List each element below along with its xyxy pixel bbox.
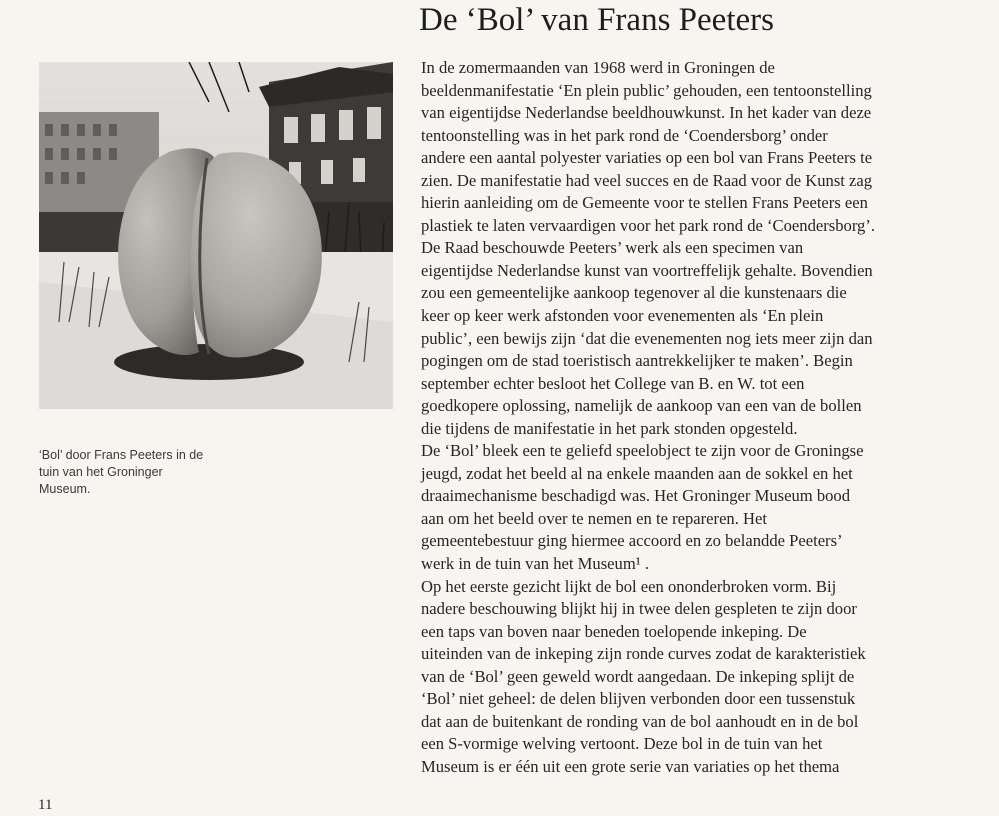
body-line: dat aan de buitenkant de ronding van de bol aanhoudt en in de bol [421, 711, 859, 731]
body-line: Museum is er één uit een grote serie van variaties op het thema [421, 756, 840, 776]
body-line: goedkopere oplossing, namelijk de aankoop van een van de bollen [421, 396, 862, 416]
body-line: september echter besloot het College van B. en W. tot een [421, 373, 805, 393]
body-line: gemeentebestuur ging hiermee accoord en zo belandde Peeters’ [421, 531, 843, 551]
body-line: van de ‘Bol’ geen geweld wordt aangedaan. De inkeping splijt de [421, 666, 855, 686]
body-line: hierin aanleiding om de Gemeente voor te stellen Frans Peeters een [421, 193, 868, 213]
body-line: een S-vormige welving vertoont. Deze bol in de tuin van het [421, 734, 823, 754]
body-line: tentoonstelling was in het park rond de ‘Coendersborg’ onder [421, 125, 828, 145]
body-line: andere een aantal polyester variaties op een bol van Frans Peeters te [421, 148, 873, 168]
body-line: plastiek te laten vervaardigen voor het park rond de ‘Coendersborg’. [421, 215, 876, 235]
body-line: Op het eerste gezicht lijkt de bol een ononderbroken vorm. Bij [421, 576, 837, 596]
sculpture-photo [39, 62, 393, 409]
body-line: uiteinden van de inkeping zijn ronde curves zodat de karakteristiek [421, 644, 866, 664]
body-line: van eigentijdse Nederlandse beeldhouwkunst. In het kader van deze [421, 103, 872, 123]
body-line: een taps van boven naar beneden toelopende inkeping. De [421, 621, 807, 641]
body-line: beeldenmanifestatie ‘En plein public’ gehouden, een tentoonstelling [421, 80, 872, 100]
body-line: draaimechanisme beschadigd was. Het Groninger Museum bood [421, 486, 851, 506]
body-line: De Raad beschouwde Peeters’ werk als een specimen van [421, 238, 804, 258]
page-number: 11 [38, 797, 53, 813]
body-line: public’, een bewijs zijn ‘dat die evenementen nog iets meer zijn dan [421, 328, 873, 348]
body-line: keer op keer werk afstonden voor evenementen als ‘En plein [421, 306, 824, 326]
sculpture-photo-image [39, 62, 393, 409]
body-line: die tijdens de manifestatie in het park stonden opgesteld. [421, 418, 798, 438]
body-line: werk in de tuin van het Museum¹ . [421, 554, 650, 574]
page-title: De ‘Bol’ van Frans Peeters [419, 2, 774, 38]
body-line: zou een gemeentelijke aankoop tegenover al die kunstenaars die [421, 283, 847, 303]
body-line: jeugd, zodat het beeld al na enkele maanden aan de sokkel en het [421, 463, 853, 483]
body-line: pogingen om de stad toeristisch aantrekkelijker te maken’. Begin [421, 351, 853, 371]
body-line: zien. De manifestatie had veel succes en de Raad voor de Kunst zag [421, 170, 873, 190]
body-line: De ‘Bol’ bleek een te geliefd speelobject te zijn voor de Groningse [421, 441, 864, 461]
body-line: nadere beschouwing blijkt hij in twee delen gespleten te zijn door [421, 599, 857, 619]
body-line: aan om het beeld over te nemen en te repareren. Het [421, 508, 767, 528]
body-line: In de zomermaanden van 1968 werd in Groningen de [421, 58, 775, 77]
photo-caption: ‘Bol’ door Frans Peeters in de tuin van het Groninger Museum. [39, 448, 204, 496]
body-line: eigentijdse Nederlandse kunst van voortreffelijk gehalte. Bovendien [421, 260, 873, 280]
body-line: ‘Bol’ niet geheel: de delen blijven verbonden door een tussenstuk [421, 689, 856, 709]
article-body [421, 57, 997, 779]
